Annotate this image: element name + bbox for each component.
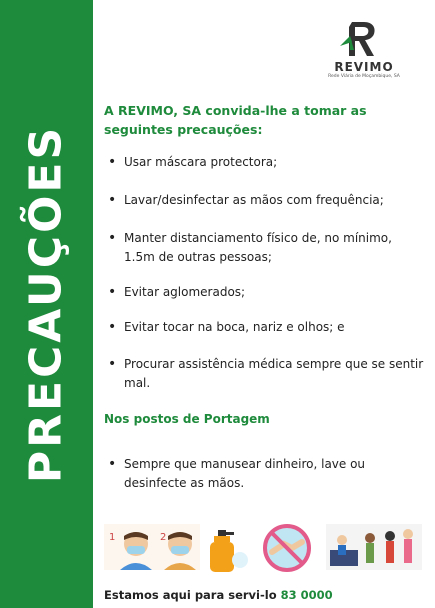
precautions-list [104,191,424,210]
list-item: • Evitar aglomerados; [104,283,424,302]
list-item: • Manter distanciamento físico de, no mínimo, 1.5m de outras pessoas; [104,229,424,267]
list-item: • Evitar tocar na boca, nariz e olhos; e [104,318,424,337]
step-number: 1 [109,532,116,543]
sidebar-banner [0,0,93,608]
footer-message: Estamos aqui para servi-lo [104,588,277,602]
toll-section-title: Nos postos de Portagem [104,412,270,426]
illustrations-strip [104,520,422,574]
revimo-logo-icon [338,16,382,60]
footer-text [104,588,333,602]
sidebar-title: PRECAUÇÕES [20,124,72,484]
precautions-list [104,318,424,337]
precautions-list [104,229,424,267]
toll-list [104,455,424,493]
list-item: • Sempre que manusear dinheiro, lave ou desinfecte as mãos. [104,455,424,493]
logo-name: REVIMO [334,60,394,74]
precautions-list [104,355,424,393]
list-item: • Procurar assistência médica sempre que se sentir mal. [104,355,424,393]
revimo-logo [318,16,410,80]
logo-tagline: Rede Viária de Moçambique, SA [328,74,400,79]
step-number: 2 [160,532,167,543]
no-handshake-icon [265,526,309,570]
list-item: • Usar máscara protectora; [104,153,424,172]
crowd-distancing-icon [326,524,422,570]
list-item: • Lavar/desinfectar as mãos com frequência; [104,191,424,210]
intro-text: A REVIMO, SA convida-lhe a tomar as seguintes precauções: [104,103,367,137]
mask-wearing-person-icon [104,524,200,570]
hand-sanitizer-icon [210,530,248,572]
precautions-list [104,283,424,302]
precautions-list [104,153,424,172]
footer-phone: 83 0000 [280,588,333,602]
